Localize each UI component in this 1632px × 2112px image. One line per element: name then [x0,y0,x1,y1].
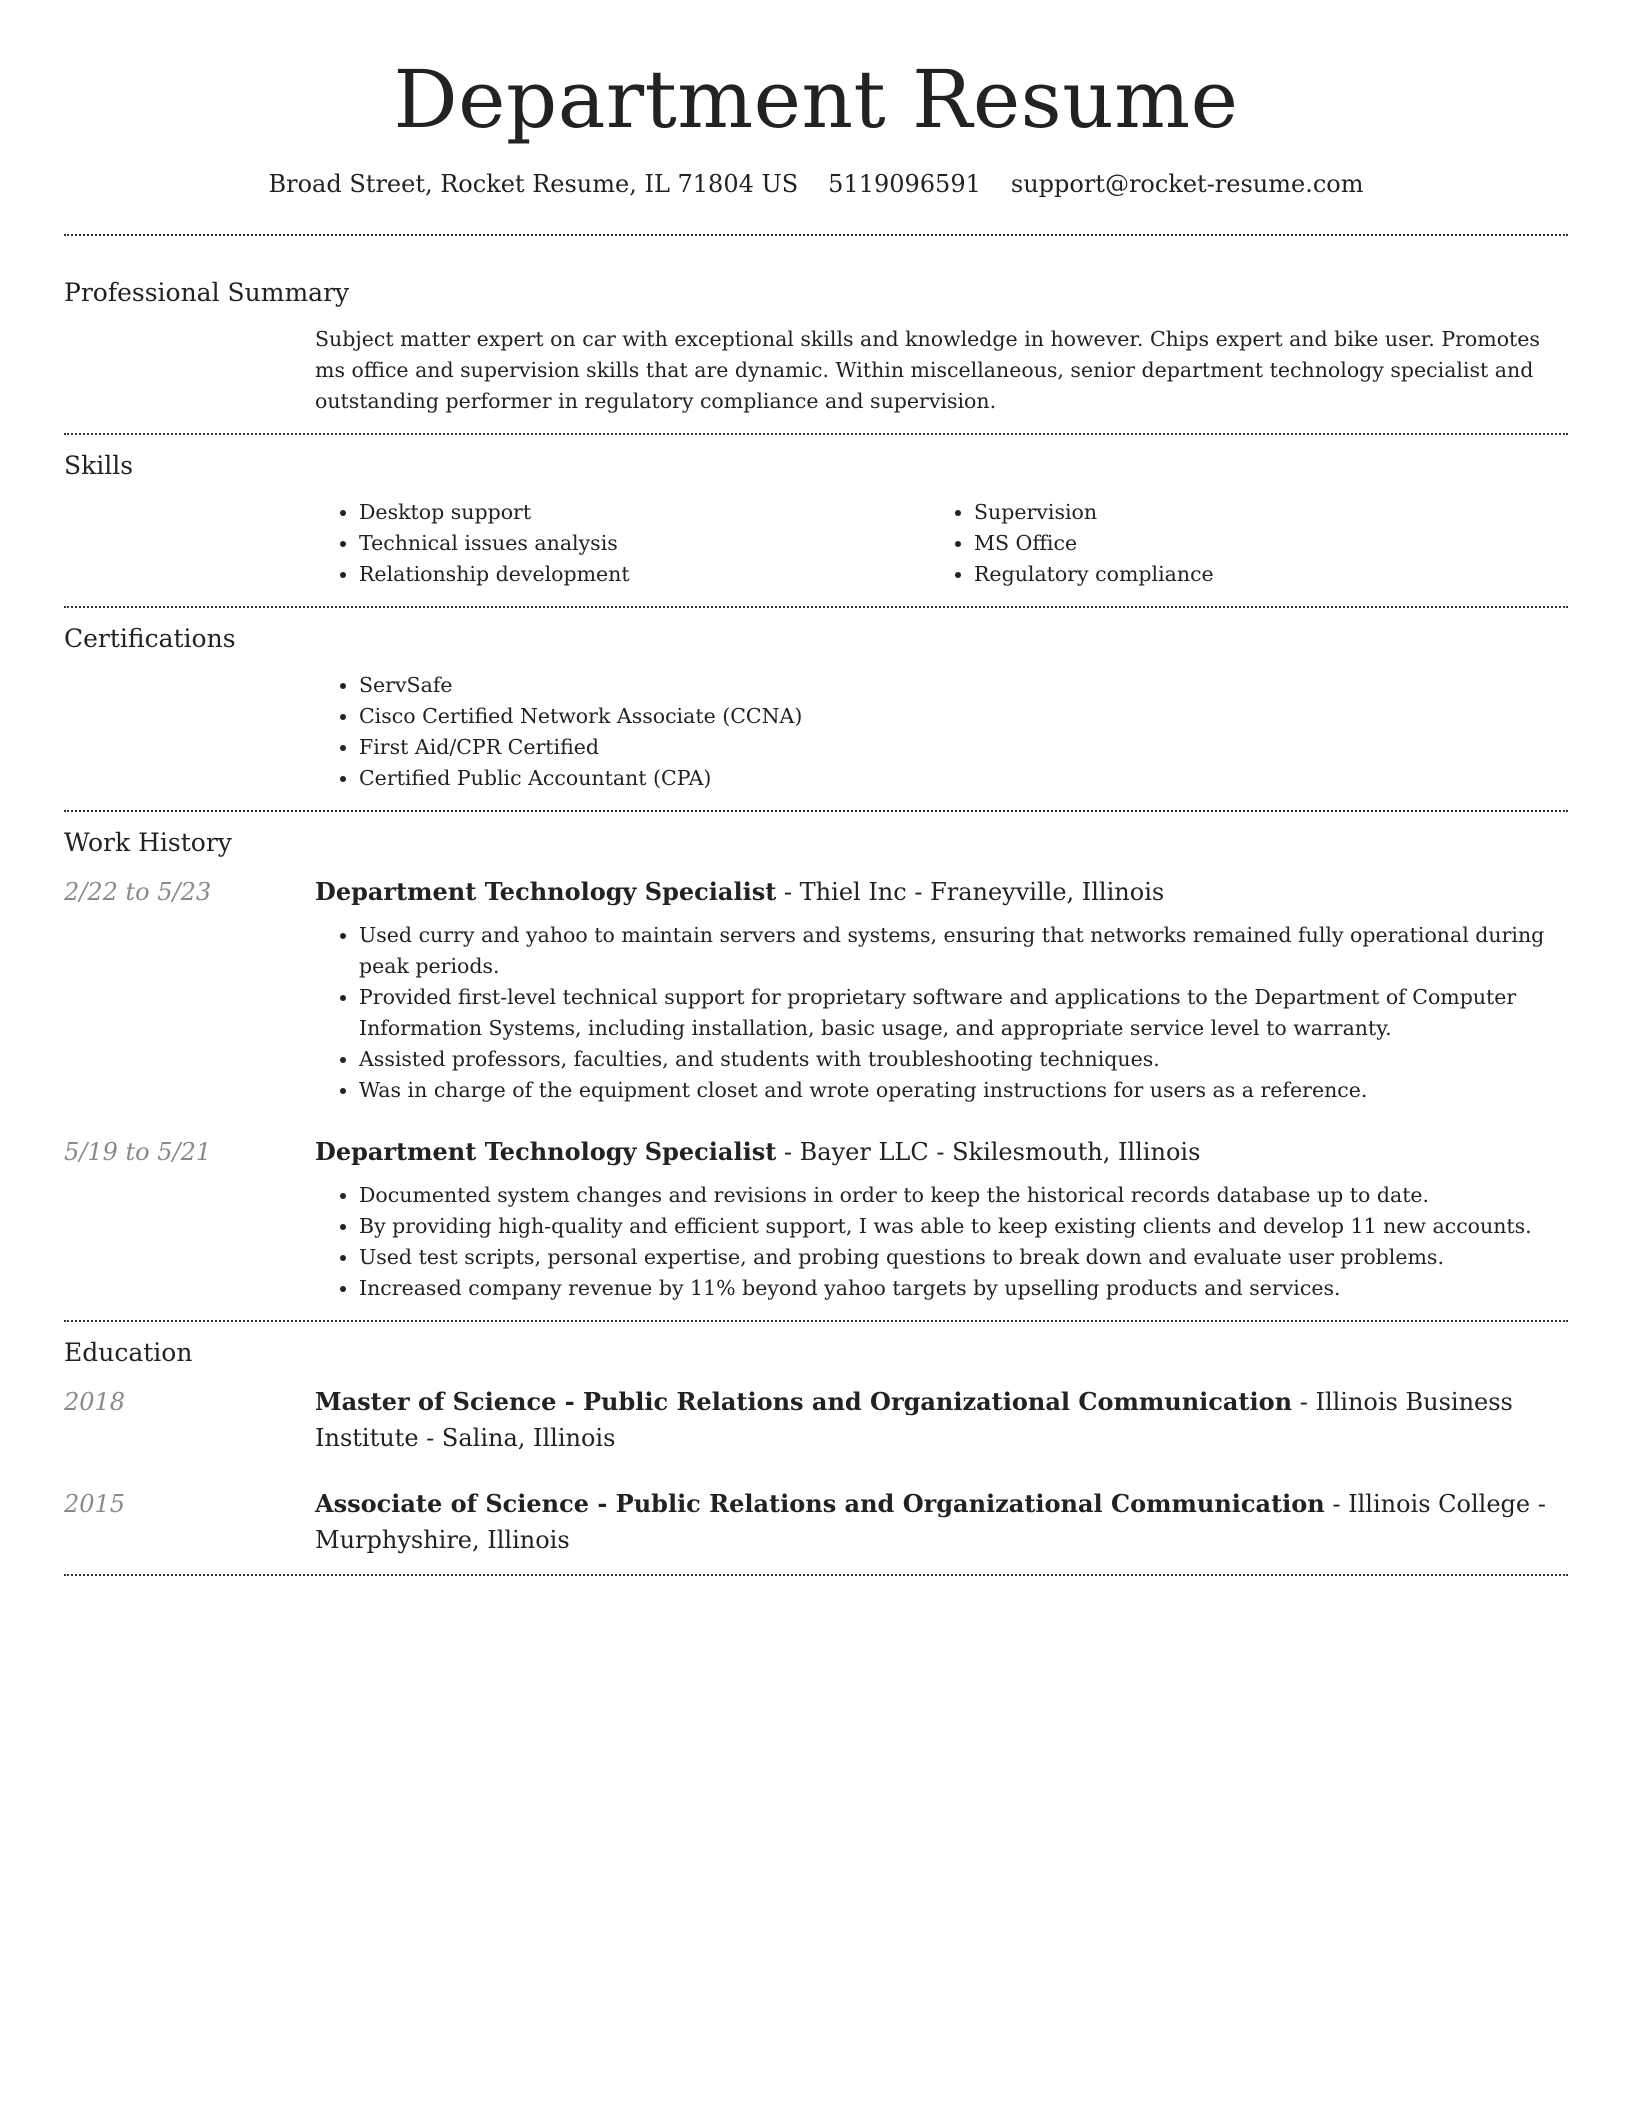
contact-address: Broad Street, Rocket Resume, IL 71804 US [268,170,799,198]
certification-item: • Certified Public Accountant (CPA) [359,763,1568,794]
skill-item: • Technical issues analysis [359,528,930,559]
job-title-line [315,874,1568,910]
skill-item: • Regulatory compliance [974,559,1545,590]
job-entry [64,1134,1568,1304]
skills-section [64,435,1568,606]
certifications-list [315,670,1568,794]
job-employer: Thiel Inc [799,878,907,906]
education-degree: Master of Science - Public Relations and Organizational Communication [315,1387,1293,1416]
contact-line [64,168,1568,200]
skills-list-right [930,497,1545,590]
summary-content [315,324,1568,417]
certifications-section [64,608,1568,810]
job-separator: - [776,878,800,906]
job-bullet: • Was in charge of the equipment closet and wrote operating instructions for users as a reference. [359,1075,1568,1106]
section-title-summary: Professional Summary [64,278,350,307]
job-bullet: • By providing high-quality and efficient support, I was able to keep existing clients and develop 11 new accounts. [359,1211,1568,1242]
education-title-line [315,1486,1568,1558]
certifications-content [315,670,1568,794]
education-year: 2015 [64,1490,126,1518]
education-body [315,1384,1568,1456]
section-title-work-history: Work History [64,828,232,857]
job-entry [64,874,1568,1106]
section-title-education: Education [64,1338,193,1367]
job-bullet: • Documented system changes and revisions in order to keep the historical records database up to date. [359,1180,1568,1211]
job-dates: 5/19 to 5/21 [64,1138,212,1166]
skills-column-left [315,497,930,590]
certification-item: • Cisco Certified Network Associate (CCNA) [359,701,1568,732]
job-separator: - [906,878,931,906]
skill-item: • MS Office [974,528,1545,559]
contact-phone: 5119096591 [828,170,981,198]
job-separator: - [776,1138,800,1166]
job-dates: 2/22 to 5/23 [64,878,212,906]
summary-section [64,236,1568,433]
job-role: Department Technology Specialist [315,1137,777,1166]
job-bullet: • Increased company revenue by 11% beyond yahoo targets by upselling products and services. [359,1273,1568,1304]
job-body [315,874,1568,1106]
resume-name: Department Resume [393,53,1239,146]
job-employer: Bayer LLC [799,1138,929,1166]
education-year: 2018 [64,1388,126,1416]
skills-grid [315,497,1568,590]
job-bullet: • Assisted professors, faculties, and students with troubleshooting techniques. [359,1044,1568,1075]
education-body [315,1486,1568,1558]
education-entry [64,1384,1568,1456]
education-degree: Associate of Science - Public Relations and Organizational Communication [315,1489,1325,1518]
job-bullet: • Used curry and yahoo to maintain servers and systems, ensuring that networks remained fully operational during peak periods. [359,920,1568,982]
job-bullet: • Used test scripts, personal expertise, and probing questions to break down and evaluate user problems. [359,1242,1568,1273]
education-school: - Illinois Business Institute - Salina, Illinois [315,1388,1513,1452]
job-bullet: • Provided first-level technical support for proprietary software and applications to the Department of Computer Information Systems, including installation, basic usage, and appropriate service level to warranty. [359,982,1568,1044]
section-title-skills: Skills [64,451,134,480]
summary-text: Subject matter expert on car with exceptional skills and knowledge in however. Chips expert and bike user. Promotes ms office and supervision skills that are dynamic. Within miscellaneous, senior department technology specialist and outstanding performer in regulatory compliance and supervision. [315,327,1540,413]
education-title-line [315,1384,1568,1456]
job-bullets [315,920,1568,1106]
resume-header [64,0,1568,200]
job-role: Department Technology Specialist [315,877,777,906]
education-entry [64,1486,1568,1558]
job-title-line [315,1134,1568,1170]
work-history-section [64,812,1568,1320]
job-bullets [315,1180,1568,1304]
certification-item: • ServSafe [359,670,1568,701]
job-location: Skilesmouth, Illinois [952,1138,1201,1166]
job-location: Franeyville, Illinois [930,878,1165,906]
skill-item: • Supervision [974,497,1545,528]
contact-email: support@rocket-resume.com [1010,170,1364,198]
skills-column-right [930,497,1545,590]
section-title-certifications: Certifications [64,624,236,653]
certification-item: • First Aid/CPR Certified [359,732,1568,763]
divider [64,1574,1568,1576]
education-school: - Illinois College - Murphyshire, Illinois [315,1490,1546,1554]
education-section [64,1322,1568,1574]
job-body [315,1134,1568,1304]
job-separator: - [928,1138,953,1166]
skill-item: • Desktop support [359,497,930,528]
skills-list-left [315,497,930,590]
skill-item: • Relationship development [359,559,930,590]
